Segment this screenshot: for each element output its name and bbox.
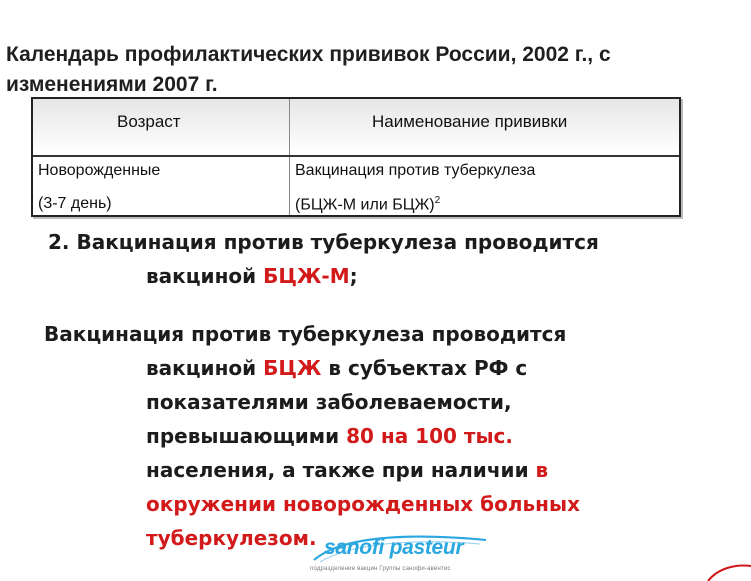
note2-line-5 — [146, 458, 548, 482]
cell-age-line-2: (3-7 день) — [38, 195, 112, 212]
cell-age-line-1: Новорожденные — [38, 162, 161, 179]
note2-line-2 — [146, 356, 527, 380]
cell-vaccine-text: (БЦЖ-М или БЦЖ) — [295, 196, 435, 214]
note2-line-7: туберкулезом. — [146, 526, 317, 550]
cell-vaccine-line-1: Вакцинация против туберкулеза — [295, 162, 536, 179]
note2-line-6: окружении новорожденных больных — [146, 492, 580, 516]
title-line-1: Календарь профилактических прививок России, 2002 г., с — [6, 43, 611, 66]
title-line-2: изменениями 2007 г. — [6, 73, 218, 96]
note1-suffix: ; — [349, 264, 358, 288]
header-vaccine-name: Наименование прививки — [372, 112, 568, 131]
note1-highlight: БЦЖ-М — [263, 264, 350, 288]
note2-text-d: населения, а также при наличии — [146, 458, 536, 482]
logo-brand-text: sanofi pasteur — [324, 536, 464, 559]
logo-tagline: подразделение вакцин Группы санофи-авентис — [310, 566, 451, 572]
note2-highlight-in: в — [535, 458, 549, 482]
note2-highlight-bcg: БЦЖ — [263, 356, 322, 380]
note2-line-4 — [146, 424, 513, 448]
slide-title — [6, 40, 751, 100]
note2-text-a: вакциной — [146, 356, 264, 380]
note2-line-3: показателями заболеваемости, — [146, 390, 512, 414]
note2-text-b: в субъектах РФ с — [321, 356, 528, 380]
header-divider — [33, 155, 679, 157]
note2-text-c: превышающими — [146, 424, 347, 448]
sanofi-pasteur-logo — [310, 530, 490, 581]
footnote-marker: 2 — [434, 195, 441, 206]
note1-text: вакциной — [146, 264, 264, 288]
corner-arc-icon — [706, 560, 751, 581]
note2-line-1: Вакцинация против туберкулеза проводится — [44, 322, 567, 346]
vaccination-table — [31, 97, 681, 217]
note1-line-1: 2. Вакцинация против туберкулеза проводится — [48, 230, 599, 254]
note1-line-2 — [146, 264, 358, 288]
header-age: Возраст — [117, 112, 181, 131]
cell-vaccine-line-2 — [295, 195, 440, 214]
note2-highlight-rate: 80 на 100 тыс. — [346, 424, 513, 448]
column-divider — [289, 99, 290, 215]
